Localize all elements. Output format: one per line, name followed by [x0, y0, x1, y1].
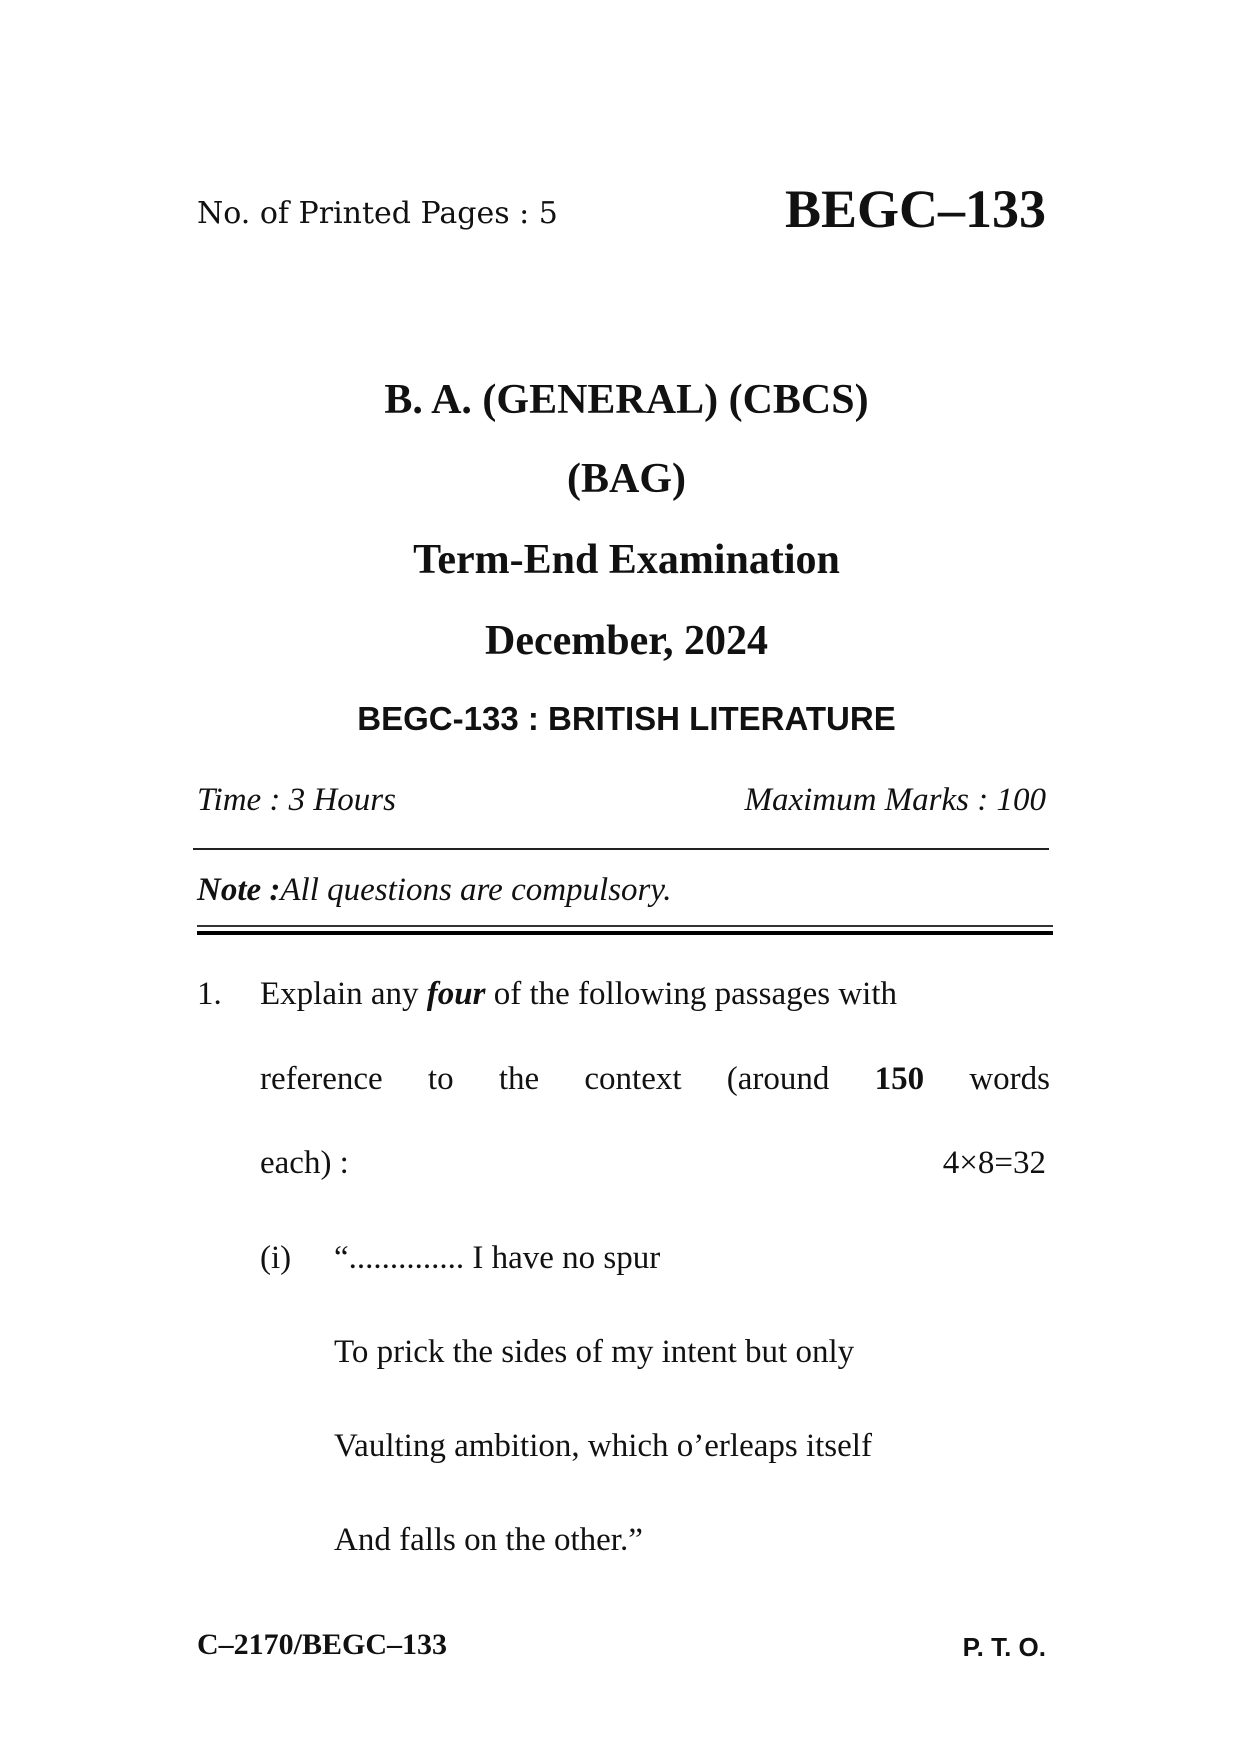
exam-name: Term-End Examination [413, 537, 840, 583]
time-allowed: Time : 3 Hours [197, 782, 396, 818]
passage-line: Vaulting ambition, which o’erleaps itself [334, 1428, 872, 1464]
word-count: 150 [874, 1061, 925, 1097]
maximum-marks: Maximum Marks : 100 [744, 782, 1046, 818]
programme-code: (BAG) [567, 456, 686, 502]
exam-session: December, 2024 [484, 618, 769, 664]
course-title: BEGC-133 : BRITISH LITERATURE [357, 700, 896, 737]
passage-line: To prick the sides of my intent but only [334, 1334, 855, 1370]
question-marks: 4×8=32 [942, 1145, 1046, 1181]
divider [193, 848, 1049, 850]
course-code-heading: BEGC–133 [784, 179, 1046, 239]
printed-pages-label: No. of Printed Pages : 5 [197, 196, 558, 231]
question-text-line-1 [260, 976, 1050, 1013]
question-emphasis: four [426, 976, 486, 1012]
question-text: words [924, 1061, 1050, 1097]
passage-line: And falls on the other.” [334, 1522, 643, 1558]
please-turn-over: P. T. O. [962, 1632, 1046, 1662]
passage-line: “.............. I have no spur [334, 1240, 661, 1276]
note [197, 872, 671, 909]
question-text: Explain any [260, 976, 427, 1012]
note-label: Note : [197, 872, 281, 908]
note-text: All questions are compulsory. [280, 872, 672, 908]
double-divider-bottom [197, 931, 1053, 935]
programme-title: B. A. (GENERAL) (CBCS) [384, 377, 869, 423]
question-number: 1. [197, 976, 222, 1012]
question-text-line-3: each) : [260, 1145, 349, 1181]
question-text: of the following passages with [485, 976, 898, 1012]
double-divider-top [197, 925, 1053, 927]
sub-question-number: (i) [260, 1240, 292, 1276]
footer-paper-code: C–2170/BEGC–133 [197, 1628, 448, 1661]
question-text: reference to the context (around [260, 1061, 875, 1097]
question-text-line-2 [260, 1061, 1050, 1098]
